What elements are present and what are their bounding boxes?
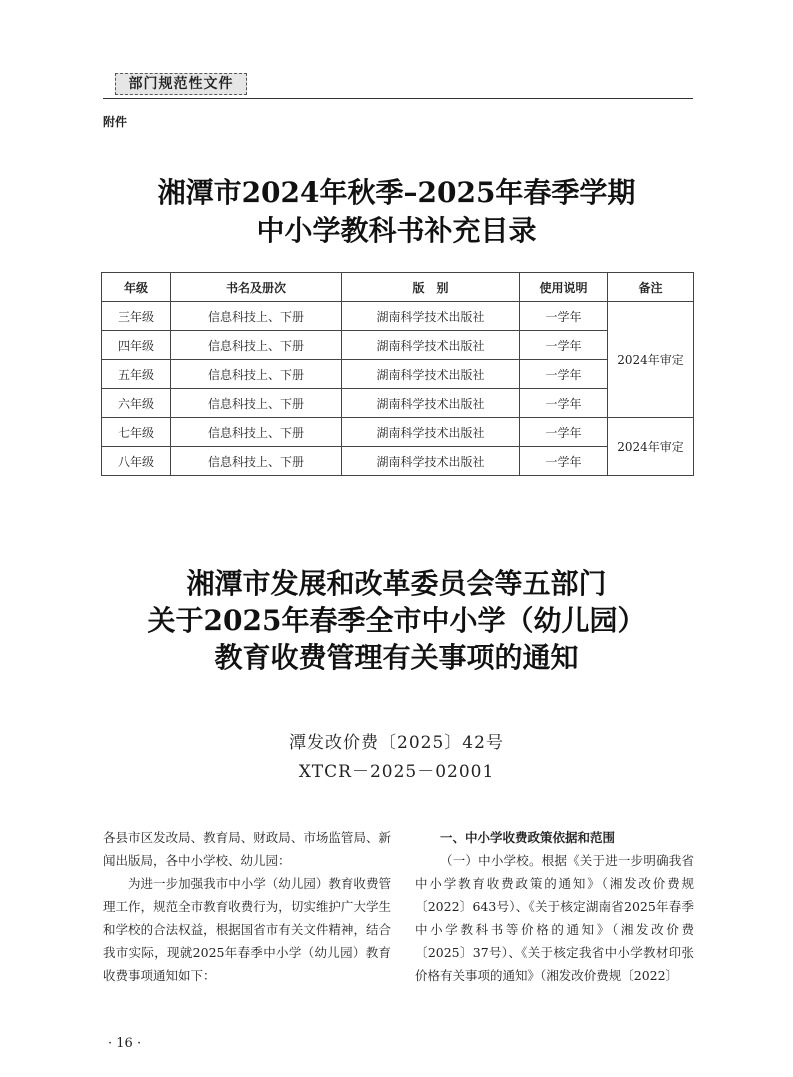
col-header-grade: 年级 [102,273,171,302]
publisher-cell: 湖南科学技术出版社 [342,302,520,331]
publisher-cell: 湖南科学技术出版社 [342,360,520,389]
recipients-paragraph: 各县市区发改局、教育局、财政局、市场监管局、新闻出版局，各中小学校、幼儿园： [103,830,391,868]
document-number: 潭发改价费〔2025〕42号 [289,733,504,753]
publisher-cell: 湖南科学技术出版社 [342,331,520,360]
usage-cell: 一学年 [520,360,608,389]
table-row [102,447,694,476]
usage-cell: 一学年 [520,331,608,360]
table-row [102,389,694,418]
col-header-remark: 备注 [608,273,694,302]
book-cell: 信息科技上、下册 [171,331,342,360]
remark-cell-middle: 2024年审定 [608,418,694,476]
usage-cell: 一学年 [520,389,608,418]
section-tag: 部门规范性文件 [115,73,247,95]
col-header-book: 书名及册次 [171,273,342,302]
notice-title-line3: 教育收费管理有关事项的通知 [214,641,579,674]
textbook-catalog-table [101,272,694,476]
publisher-cell: 湖南科学技术出版社 [342,418,520,447]
book-cell: 信息科技上、下册 [171,302,342,331]
table-row [102,331,694,360]
notice-title-line2: 关于2025年春季全市中小学（幼儿园） [147,604,646,637]
book-cell: 信息科技上、下册 [171,389,342,418]
remark-cell-primary: 2024年审定 [608,302,694,418]
table-row [102,418,694,447]
section-paragraph: （一）中小学校。根据《关于进一步明确我省中小学教育收费政策的通知》（湘发改价费规〔2022〕643号）、《关于核定湖南省2025年春季中小学教科书等价格的通知》（湘发改价费〔2025〕37号）、《关于核定我省中小学教材印张价格有关事项的通知》（湘发改价费规〔2022〕 [415,853,694,983]
notice-title-line1: 湘潭市发展和改革委员会等五部门 [186,567,607,600]
attachment-label: 附件 [103,115,128,129]
publisher-cell: 湖南科学技术出版社 [342,447,520,476]
publisher-cell: 湖南科学技术出版社 [342,389,520,418]
header-rule [103,98,693,99]
book-cell: 信息科技上、下册 [171,360,342,389]
grade-cell: 七年级 [102,418,171,447]
col-header-publisher: 版 别 [342,273,520,302]
grade-cell: 四年级 [102,331,171,360]
section-heading: 一、中小学收费政策依据和范围 [440,830,616,845]
grade-cell: 三年级 [102,302,171,331]
book-cell: 信息科技上、下册 [171,418,342,447]
catalog-title-line1: 湘潭市2024年秋季–2025年春季学期 [157,176,636,209]
catalog-title-line2: 中小学教科书补充目录 [256,214,537,247]
body-right-column [415,826,694,987]
registration-number: XTCR－2025－02001 [298,762,495,782]
page-number: · 16 · [108,1036,142,1051]
usage-cell: 一学年 [520,302,608,331]
grade-cell: 五年级 [102,360,171,389]
usage-cell: 一学年 [520,447,608,476]
grade-cell: 八年级 [102,447,171,476]
table-row [102,360,694,389]
intro-paragraph: 为进一步加强我市中小学（幼儿园）教育收费管理工作，规范全市教育收费行为，切实维护广大学生和学校的合法权益，根据国省市有关文件精神，结合我市实际，现就2025年春季中小学（幼儿园）教育收费事项通知如下： [103,876,391,983]
table-header-row [102,273,694,302]
table-row [102,302,694,331]
usage-cell: 一学年 [520,418,608,447]
book-cell: 信息科技上、下册 [171,447,342,476]
grade-cell: 六年级 [102,389,171,418]
body-left-column [103,826,391,987]
col-header-usage: 使用说明 [520,273,608,302]
